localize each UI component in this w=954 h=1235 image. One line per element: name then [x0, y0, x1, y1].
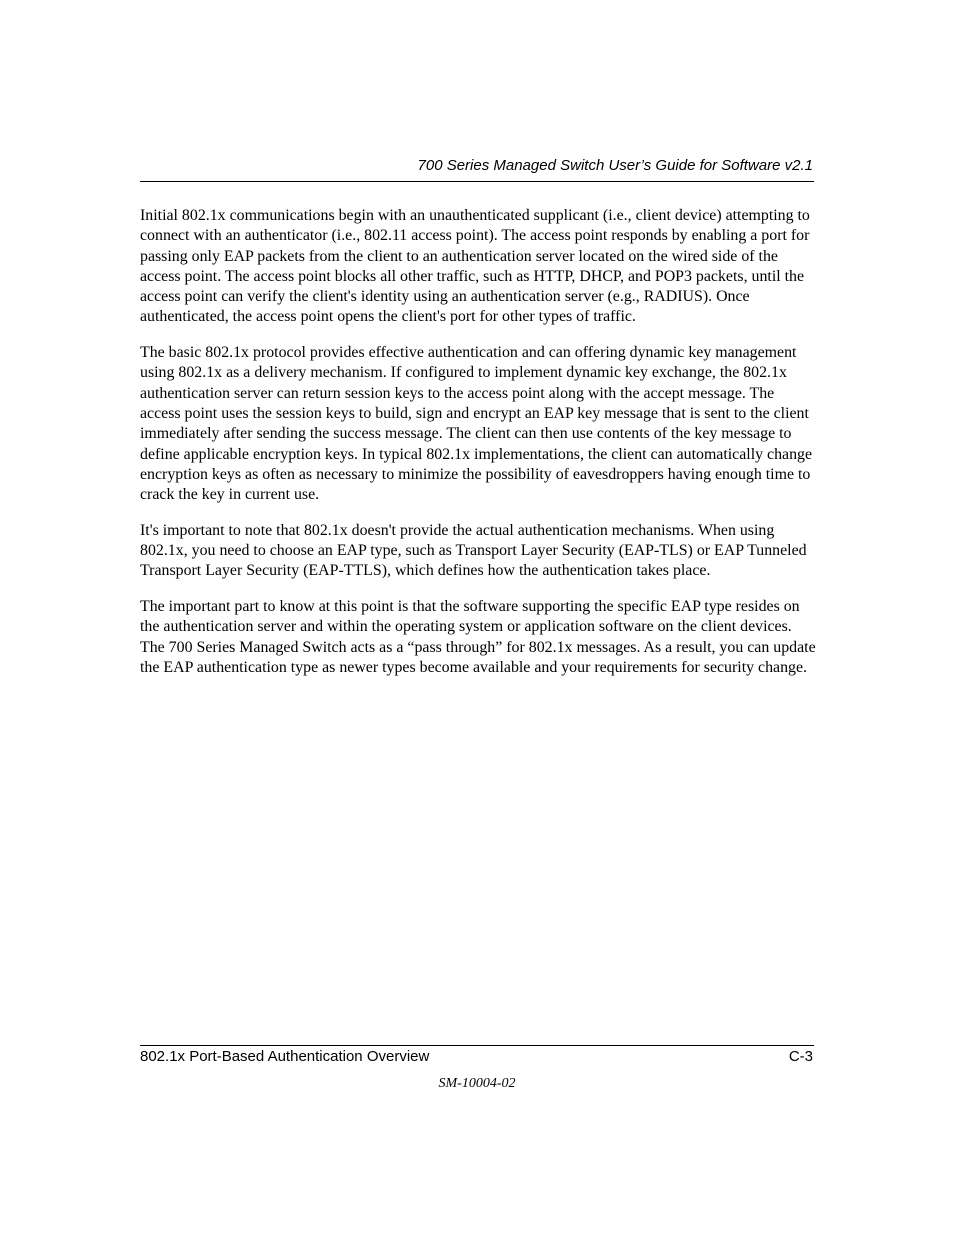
running-header-title: 700 Series Managed Switch User’s Guide for Software v2.1 [417, 157, 813, 174]
header-divider [140, 181, 814, 182]
body-paragraph-4: The important part to know at this point is that the software supporting the specific EAP type resides on the authentication server and within the operating system or application software on the client devices. The 700 Series Managed Switch acts as a “pass through” for 802.1x messages. As a result, you can update the EAP authentication type as newer types become available and your requirements for security change. [140, 597, 816, 676]
footer-divider [140, 1045, 814, 1046]
body-paragraph-1: Initial 802.1x communications begin with an unauthenticated supplicant (i.e., client device) attempting to connect with an authenticator (i.e., 802.11 access point). The access point responds by enabling a port for passing only EAP packets from the client to an authentication server located on the wired side of the access point. The access point blocks all other traffic, such as HTTP, DHCP, and POP3 packets, until the access point can verify the client's identity using an authentication server (e.g., RADIUS). Once authenticated, the access point opens the client's port for other types of traffic. [140, 207, 810, 326]
body-paragraph-3: It's important to note that 802.1x doesn't provide the actual authentication mechanisms. When using 802.1x, you need to choose an EAP type, such as Transport Layer Security (EAP-TLS) or EAP Tunneled Transport Layer Security (EAP-TTLS), which defines how the authentication takes place. [140, 521, 807, 580]
footer-section-title: 802.1x Port-Based Authentication Overview [140, 1048, 430, 1065]
body-paragraph-2: The basic 802.1x protocol provides effective authentication and can offering dynamic key management using 802.1x as a delivery mechanism. If configured to implement dynamic key exchange, the 802.1x authentication server can return session keys to the access point along with the accept message. The access point uses the session keys to build, sign and encrypt an EAP key message that is sent to the client immediately after sending the success message. The client can then use contents of the key message to define applicable encryption keys. In typical 802.1x implementations, the client can automatically change encryption keys as often as necessary to minimize the possibility of eavesdroppers having enough time to crack the key in current use. [140, 344, 813, 504]
page-body [140, 206, 816, 693]
footer-page-number: C-3 [788, 1048, 813, 1065]
document-number: SM-10004-02 [438, 1076, 516, 1091]
